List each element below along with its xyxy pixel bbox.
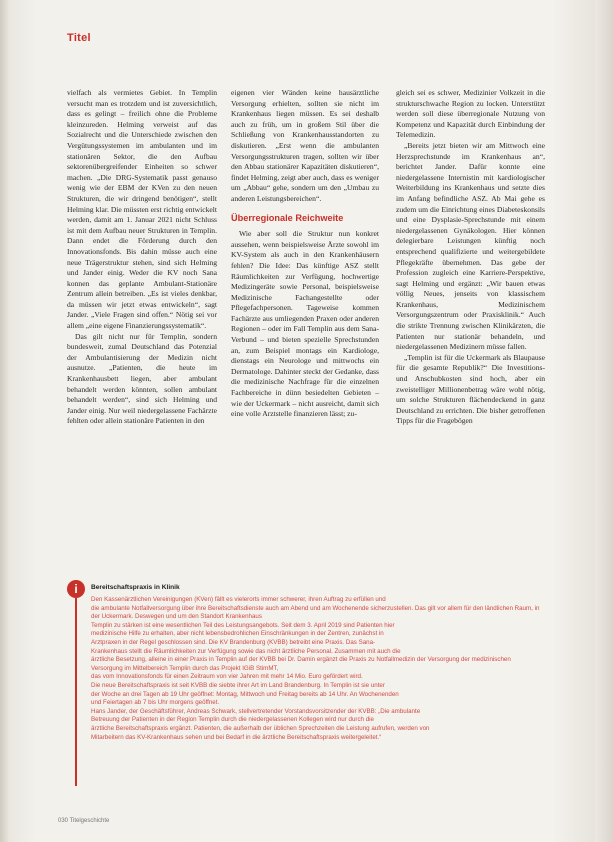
- info-icon: i: [67, 580, 85, 598]
- info-line: und Feiertagen ab 7 bis Uhr morgens geöffnet.: [91, 699, 220, 707]
- col1-paragraph-1: vielfach als vermietes Gebiet. In Templin versucht man es trotzdem und ist zuversichtlich, dass es gelingt – freilich ohne die Probleme kleinzureden. Helming verweist auf das Sozialrecht und die Unterschiede zwischen den Vergütungssystemen im ambulanten und im stationären Sektor, die den Aufbau sektorenübergreifender Einheiten so schwer machen. „Die DRG-Systematik passt genauso wenig wie der EBM der KVen zu den neuen Strukturen, die wir dringend benötigen“, stellt Helming klar. Die müssten erst richtig entwickelt werden, damit am 1. Januar 2021 nicht Schluss ist mit dem Aufbau neuer Strukturen in Templin. Dann endet die Förderung durch den Innovationsfonds. Bis dahin müsse auch eine neue Trägerstruktur stehen, sind sich Helming und Jander einig. Weder die KV noch Sana konnen das geplante Ambulant-Stationäre Zentrum allein betreiben. „Es ist vieles denkbar, da müssen wir jetzt etwas entwickeln“, sagt Jander. „Viele Fragen sind offen.“ Nötig sei vor allem „eine eigene Finanzierungssystematik“.: [67, 88, 217, 331]
- info-line: das vom Innovationsfonds für einen Zeitraum von vier Jahren mit mehr 14 Mio. Euro gefördert wird.: [91, 673, 363, 681]
- info-line: Templin zu stärken ist eine wesentlichen Teil des Leistungsangebots. Seit dem 3. April 2019 sind Patienten hier: [91, 621, 395, 629]
- col3-paragraph-3: „Templin ist für die Uckermark als Blaupause für die gesamte Republik?“ Die Investitions- und Anschubkosten sind hoch, aber ein zweistelliger Millionenbetrag wäre wohl nötig, um solche Strukturen flächendeckend in ganz Deutschland zu errichten. Die bisher getroffenen Tipps für die Fragebögen: [396, 352, 545, 426]
- info-box-title: Bereitschaftspraxis in Klinik: [91, 584, 180, 591]
- info-box-rule: [75, 598, 77, 786]
- info-line: Mitarbeitern das KV-Krankenhaus sehen und bei Bedarf in die ärztliche Bereitschaftspraxis weitergeleitet.“: [91, 733, 382, 741]
- col3-paragraph-2: „Bereits jetzt bieten wir am Mittwoch eine Herzsprechstunde im Krankenhaus an“, berichtet Jander. Dafür konnte eine niedergelassene Internistin mit kardiologischer Weiterbildung ins Krankenhaus und setzte dies im Anfang befindliche ASZ. Ab Mai gehe es zudem um die Einrichtung eines Diabeteskonsils und eine Dysplasie-Sprechstunde mit einem niedergelassenen Gynäkologen. Hier können delegierbare Leistungen künftig noch entsprechend qualifizierte und weitergebildete Pflegekräfte übernehmen. Das gebe der Profession zugleich eine Karriere-Perspektive, sagt Helming und ergänzt: „Wir bauen etwas völlig Neues, jenseits von klassischem Krankenhaus, Medizinischem Versorgungszentrum oder Praxisklinik.“ Auch die strikte Trennung zwischen Klinikärzten, die Patienten nur stationär behandeln, und niedergelassenen Medizinern müsse fallen.: [396, 140, 545, 352]
- col1-paragraph-2: Das gilt nicht nur für Templin, sondern bundesweit, zumal Deutschland das Potenzial der Ambulantisierung der Medizin nicht ausnutze. „Patienten, die heute im Krankenhausbett liegen, aber ambulant behandelt werden könnten, sollen ambulant behandelt werden“, sind sich Helming und Jander einig. Nur weil niedergelassene Fachärzte fehlten oder allein stationäre Patienten in den: [67, 331, 217, 426]
- page-edge-shadow: [595, 0, 613, 842]
- subheading: Überregionale Reichweite: [231, 212, 344, 223]
- info-line: Arztpraxen in der Regel geschlossen sind. Die KV Brandenburg (KVBB) betreibt eine Praxis. Das Sana-: [91, 638, 376, 646]
- section-label: Titel: [67, 32, 91, 44]
- info-line: der Woche an drei Tagen ab 19 Uhr geöffnet: Montag, Mittwoch und Freitag bereits ab 14 Uhr. An Wochenenden: [91, 690, 399, 698]
- text-column-3: [396, 88, 545, 427]
- page-spine-shadow: [0, 0, 10, 842]
- info-line: die ambulante Notfallversorgung über ihre Bereitschaftsdienste auch am Abend und am Wochenende sicherzustellen. Das gilt vor allem für den ländlichen Raum, in der Uckermark. Deswegen und um den Standort Krankenhaus: [91, 604, 540, 621]
- text-column-1: [67, 88, 217, 427]
- col2-paragraph-2: Wie aber soll die Struktur nun konkret aussehen, wenn beispielsweise Ärzte sowohl im KV-System als auch in den Krankenhäusern fehlen? Die Idee: Das künftige ASZ stellt Räumlichkeiten zur Verfügung, hochwertige Medizingeräte sowie Personal, beispielsweise Medizinische Fachangestellte oder Pflegefachpersonen. Tageweise kommen Fachärzte aus umliegenden Praxen oder anderen Regionen – oder im Fall Templin aus dem Sana-Verbund – und bieten spezielle Sprechstunden an, zum Beispiel montags ein Kardiologe, dienstags ein Neurologe und mittwochs ein Dermatologe. Dahinter steckt der Gedanke, dass die medizinische Nachfrage für die einzelnen Fachbereiche in dünn besiedelten Gebieten – wie der Uckermark – nicht ausreicht, damit sich eine volle Arztstelle finanzieren lässt; zu-: [231, 229, 379, 419]
- text-column-2: [231, 88, 379, 420]
- info-line: Den Kassenärztlichen Vereinigungen (KVen) fällt es vielerorts immer schwerer, ihren Auftrag zu erfüllen und: [91, 596, 386, 603]
- info-line: ärztliche Besetzung, alleine in einer Praxis in Templin auf der KVBB bei Dr. Damin ergänzt die Praxis zu Notfallmedizin der Versorgung der medizinischen Versorgung im Mittelbereich Templin durch das Projekt IGiB StimMT,: [91, 656, 511, 672]
- info-line: Krankenhaus stellt die Räumlichkeiten zur Verfügung sowie das nicht ärztliche Personal. Zusammen mit auch die: [91, 647, 401, 655]
- info-line: medizinische Hilfe zu erhalten, aber nicht lebensbedrohlichen Einschränkungen in der Zentren, zunächst in: [91, 630, 384, 638]
- info-line: Betreuung der Patienten in der Region Templin durch die niedergelassenen Kollegen wird nur durch die: [91, 716, 374, 724]
- info-line: Hans Jander, der Geschäftsführer, Andreas Schwark, stellvertretender Vorstandsvorsitzender der KVBB: „Die ambulante: [91, 707, 421, 715]
- col2-paragraph-1: eigenen vier Wänden keine hausärztliche Versorgung erhielten, sollten sie nicht im Krankenhaus liegen müssen. Es sei deshalb auch zu früh, um in großem Stil über die Schließung von Krankenhausstandorten zu diskutieren. „Erst wenn die ambulanten Versorgungsstrukturen tragen, sollten wir über den Abbau stationärer Kapazitäten diskutieren“, findet Helming, zeigt aber auch, dass es weniger um „Abbau“ gehe, sondern um den „Umbau zu anderen Leistungsbereichen“.: [231, 88, 379, 203]
- info-line: Die neue Bereitschaftspraxis ist seit KVBB die siebte ihrer Art im Land Brandenburg. In Templin ist sie unter: [91, 681, 385, 689]
- info-box-text: [91, 596, 543, 742]
- info-line: ärztliche Bereitschaftspraxis ergänzt. Patienten, die außerhalb der üblichen Sprechzeiten die Leistung aufrufen, werden von: [91, 724, 430, 732]
- col3-paragraph-1: gleich sei es schwer, Medizinier Volkzeit in die strukturschwache Region zu locken. Unterstützt werden soll diese überregionale Nutzung von Kompetenz und Kapazität durch Einbindung der Telemedizin.: [396, 88, 545, 140]
- page-footer: 030 Titelgeschichte: [58, 818, 110, 824]
